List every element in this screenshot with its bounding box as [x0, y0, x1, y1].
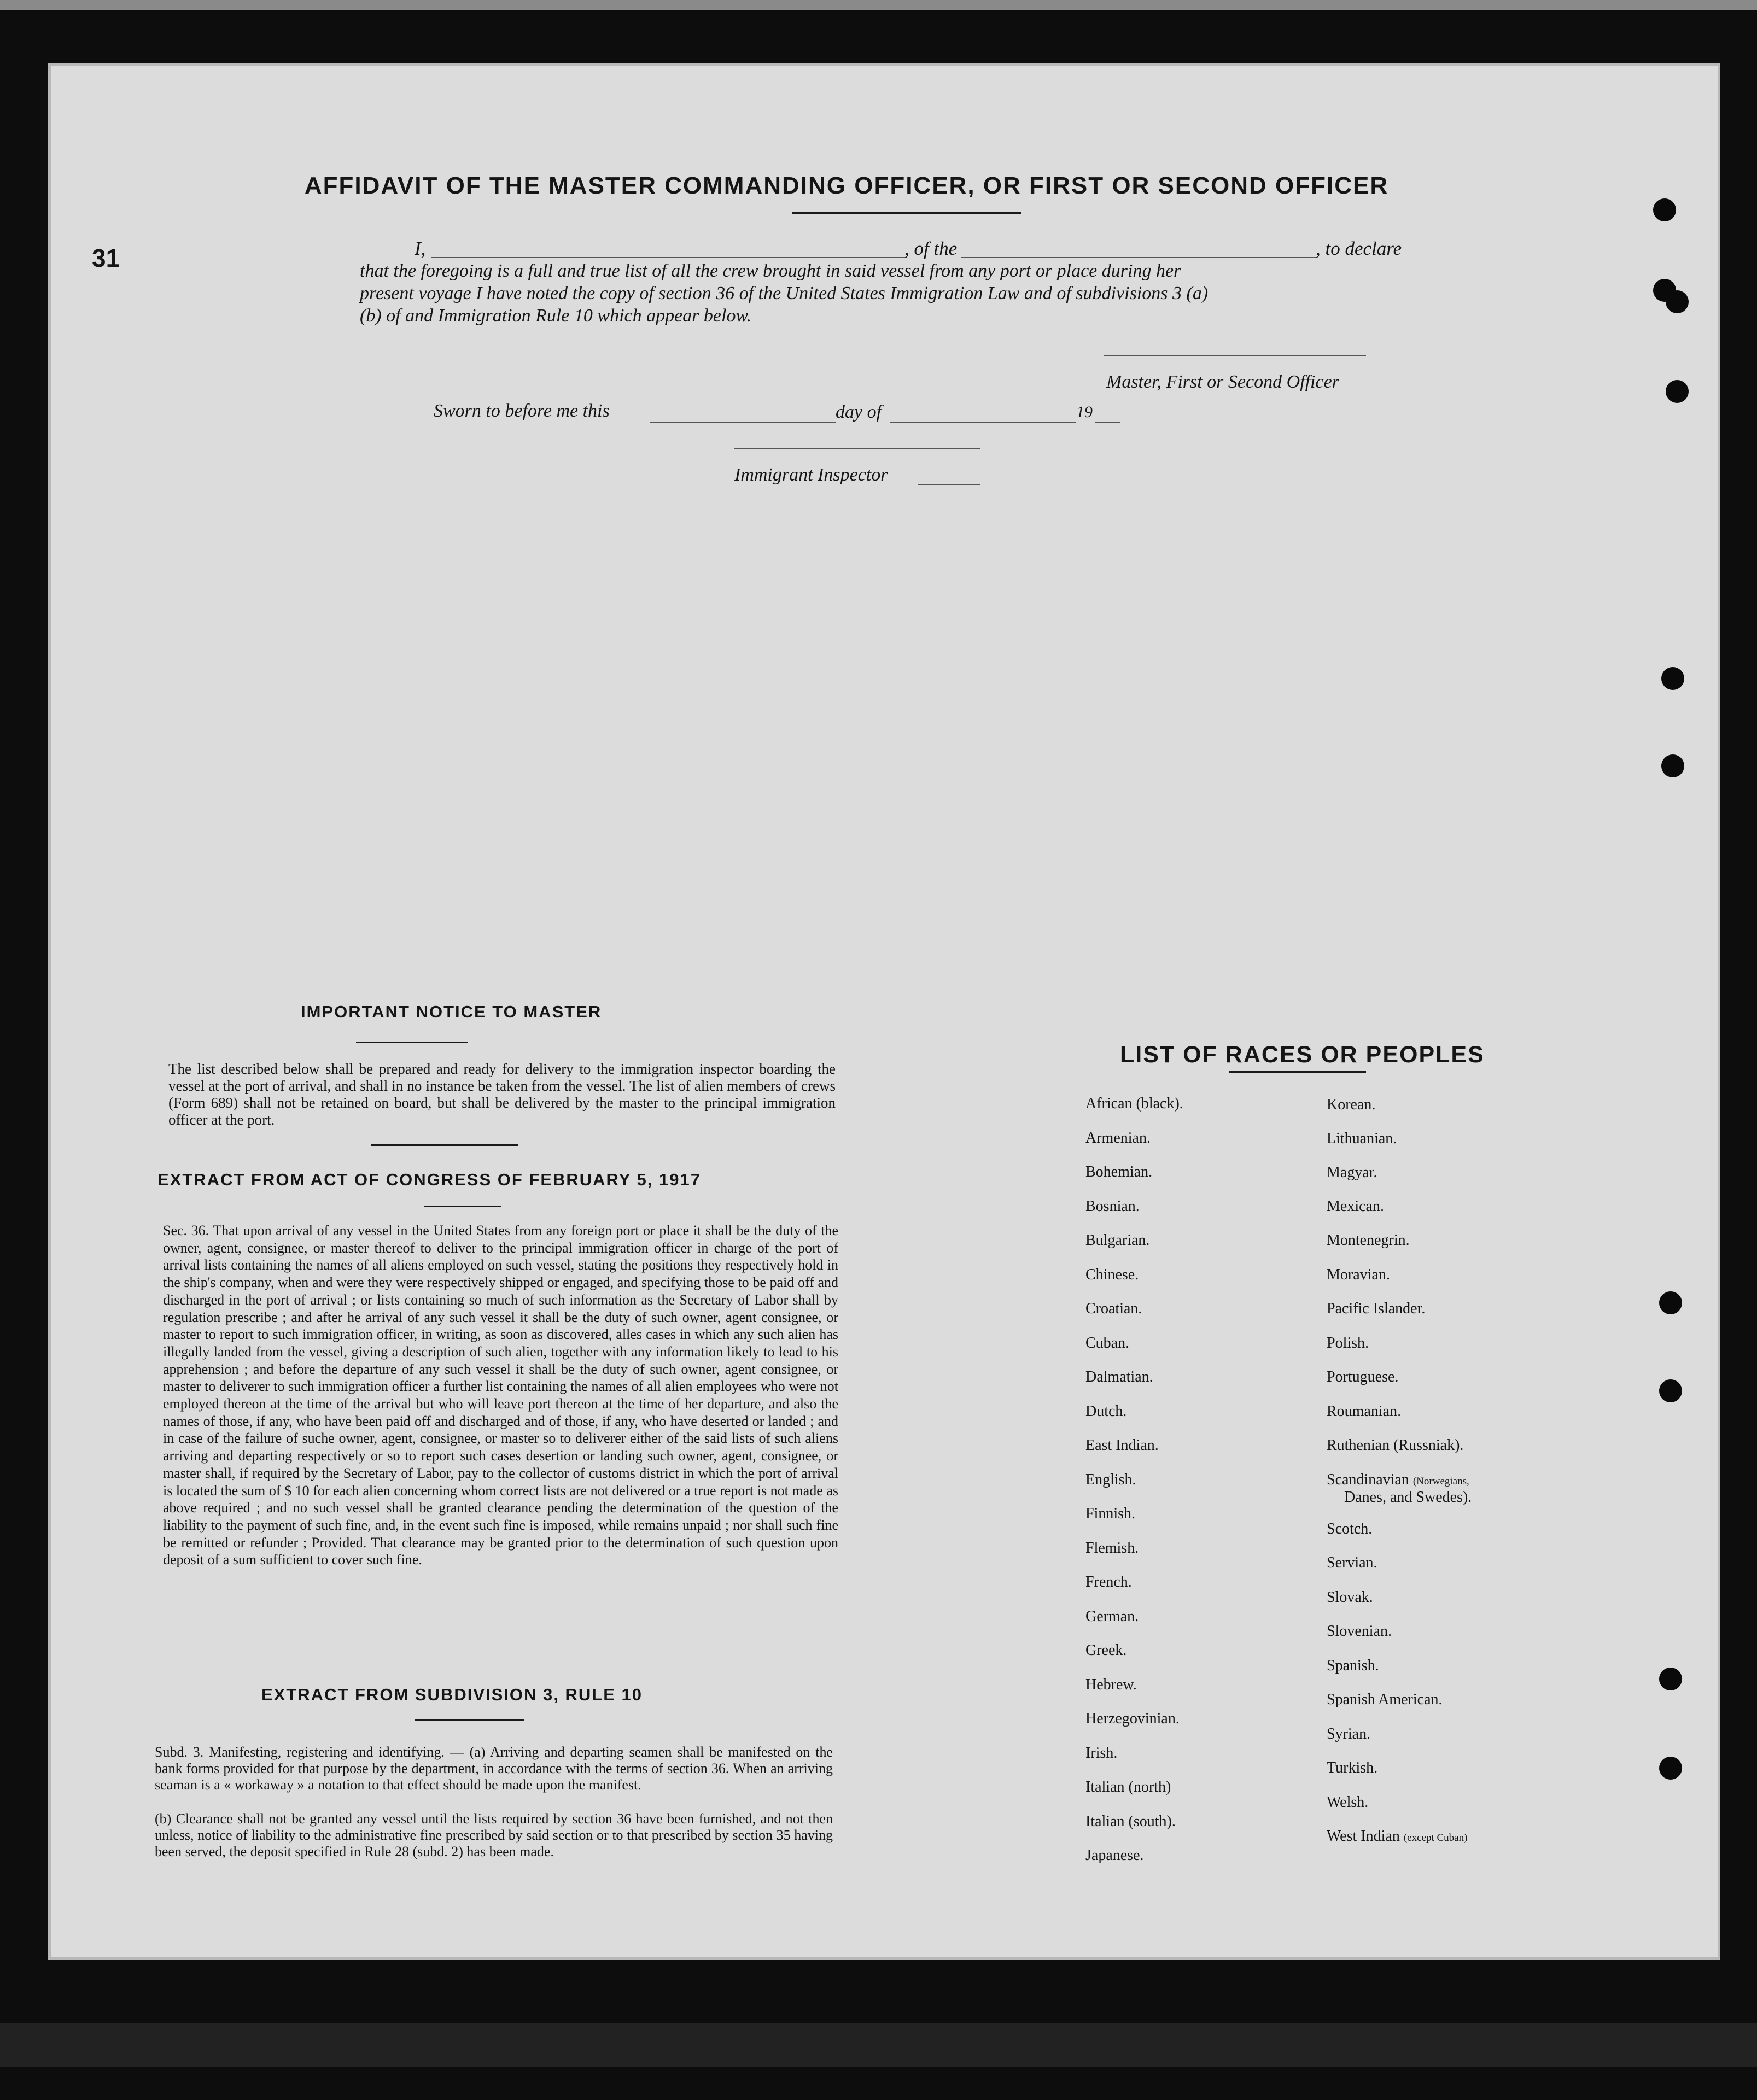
- races-title-underline: [1229, 1071, 1366, 1073]
- race-left-item: Chinese.: [1085, 1266, 1139, 1283]
- race-left-item: Dutch.: [1085, 1403, 1127, 1420]
- notice-divider: [371, 1144, 518, 1146]
- race-left-item: Japanese.: [1085, 1847, 1144, 1864]
- day-field[interactable]: [650, 422, 836, 423]
- races-title: LIST OF RACES OR PEOPLES: [1120, 1042, 1485, 1068]
- race-right-item: Magyar.: [1327, 1164, 1377, 1181]
- scandinavian-note-2: Danes, and Swedes).: [1344, 1489, 1472, 1506]
- race-right-item: Mexican.: [1327, 1198, 1384, 1215]
- rule-title-underline: [415, 1719, 524, 1721]
- to-declare-label: , to declare: [1316, 238, 1402, 259]
- act-title-underline: [424, 1206, 501, 1207]
- race-left-item: Greek.: [1085, 1642, 1127, 1659]
- race-left-item: Italian (north): [1085, 1779, 1171, 1795]
- race-left-item: English.: [1085, 1471, 1136, 1488]
- race-right-item: Roumanian.: [1327, 1403, 1402, 1420]
- vessel-field[interactable]: [961, 257, 1317, 258]
- race-right-item: Lithuanian.: [1327, 1130, 1397, 1147]
- west-indian-note: (except Cuban): [1403, 1832, 1468, 1844]
- west-indian-label: West Indian: [1327, 1828, 1400, 1845]
- punch-hole: [1661, 754, 1684, 777]
- affidavit-line-2: that the foregoing is a full and true list of all the crew brought in said vessel from any port or place during her: [360, 261, 1181, 281]
- race-left-item: Hebrew.: [1085, 1676, 1137, 1693]
- title-underline: [792, 212, 1021, 214]
- race-right-item: Welsh.: [1327, 1794, 1369, 1811]
- race-right-item: Pacific Islander.: [1327, 1300, 1426, 1317]
- margin-mark: 31: [92, 244, 120, 272]
- notice-title: IMPORTANT NOTICE TO MASTER: [301, 1002, 602, 1021]
- scandinavian-note-1: (Norwegians,: [1412, 1476, 1469, 1487]
- race-left-item: African (black).: [1085, 1095, 1183, 1112]
- race-right-item: Spanish American.: [1327, 1691, 1443, 1708]
- punch-hole: [1659, 1668, 1682, 1690]
- master-signature-line[interactable]: [1104, 355, 1366, 356]
- rule-title: EXTRACT FROM SUBDIVISION 3, RULE 10: [261, 1685, 643, 1704]
- act-title: EXTRACT FROM ACT OF CONGRESS OF FEBRUARY 5, 1917: [157, 1170, 701, 1189]
- affidavit-title: AFFIDAVIT OF THE MASTER COMMANDING OFFICER, OR FIRST OR SECOND OFFICER: [304, 172, 1389, 199]
- race-left-item: Cuban.: [1085, 1335, 1130, 1352]
- race-left-item: Finnish.: [1085, 1505, 1136, 1522]
- punch-hole: [1661, 667, 1684, 690]
- rule-text-a: Subd. 3. Manifesting, registering and identifying. — (a) Arriving and departing seamen shall be manifested on the bank forms provided for that purpose by the department, in accordance with the terms of section 36. When an arriving seaman is a « workaway » a notation to that effect should be made upon the manifest.: [155, 1744, 833, 1793]
- year-label: 19: [1076, 403, 1093, 421]
- race-right-item: Polish.: [1327, 1335, 1369, 1352]
- sworn-label: Sworn to before me this: [434, 401, 610, 421]
- race-right-item: [1327, 1828, 1467, 1845]
- document-page: [48, 63, 1720, 1960]
- race-right-item: Ruthenian (Russniak).: [1327, 1437, 1464, 1454]
- race-left-item: Bosnian.: [1085, 1198, 1140, 1215]
- notice-text: The list described below shall be prepared and ready for delivery to the immigration inspector boarding the vessel at the port of arrival, and shall in no instance be taken from the vessel. The list of alien members of crews (Form 689) shall not be retained on board, but shall be delivered by the master to the principal immigration officer at the port.: [168, 1061, 836, 1128]
- year-field[interactable]: [1095, 422, 1120, 423]
- race-left-item: Croatian.: [1085, 1300, 1142, 1317]
- punch-hole: [1659, 1757, 1682, 1780]
- race-left-item: Dalmatian.: [1085, 1368, 1153, 1385]
- day-of-label: day of: [836, 402, 882, 422]
- top-film-edge: [0, 0, 1757, 10]
- notice-title-underline: [356, 1042, 468, 1043]
- race-right-item: Portuguese.: [1327, 1368, 1399, 1385]
- master-label: Master, First or Second Officer: [1106, 372, 1339, 392]
- month-field[interactable]: [890, 422, 1076, 423]
- race-right-item: Slovenian.: [1327, 1623, 1392, 1640]
- inspector-signature-line[interactable]: [734, 448, 980, 449]
- i-label: I,: [415, 238, 426, 259]
- race-left-item: Herzegovinian.: [1085, 1710, 1180, 1727]
- punch-hole: [1666, 290, 1689, 313]
- of-the-label: , of the: [904, 238, 958, 259]
- race-left-item: East Indian.: [1085, 1437, 1159, 1454]
- punch-hole: [1666, 380, 1689, 403]
- act-text: Sec. 36. That upon arrival of any vessel in the United States from any foreign port or place it shall be the duty of the owner, agent, consignee, or master thereof to deliver to the principal immigration officer in charge of the port of arrival lists containing the names of all aliens employed on such vessel, stating the positions they respectively hold in the ship's company, when and were they were respectively shipped or engaged, and specifying those to be paid off and discharged in the port of arrival ; or lists containing so much of such information as the Secretary of Labor shall by regulation prescribe ; and after he arrival of any such vessel it shall be the duty of such owner, agent consignee, or master to report to such immigration officer, in writing, as soon as discovered, alles cases in which any such alien has illegally landed from the vessel, giving a description of such alien, together with any information likely to lead to his apprehension ; and before the departure of any such vessel it shall be the duty of such owner, agent consignee, or master to deliverer to such immigration officer a further list containing the names of all alien employees who were not employed thereon at the time of the arrival but who will leave port thereon at the time of her departure, and also the names of those, if any, who have been paid off and discharged and of those, if any, who have deserted or landed ; and in case of the failure of suche owner, agent, consignee, or master so to deliverer either of the said lists of such aliens arriving and departing respectively or so to report such cases desertion or landing such owner, agent, consignee, or master shall, if required by the Secretary of Labor, pay to the collector of customs district in which the port of arrival is located the sum of $ 10 for each alien concerning whom correct lists are not delivered or a true report is not made as above required ; and no such vessel shall be granted clearance pending the determination of the question of the liability to the payment of such fine, and, in the event such fine is imposed, while remains unpaid ; nor shall such fine be remitted or refunder ; Provided. That clearance may be granted prior to the determination of such question upon deposit of a sum sufficient to cover such fine.: [163, 1222, 838, 1568]
- race-left-item: Flemish.: [1085, 1540, 1139, 1557]
- race-left-item: German.: [1085, 1608, 1139, 1625]
- race-right-item: Scotch.: [1327, 1520, 1373, 1537]
- race-right-item: Servian.: [1327, 1554, 1377, 1571]
- race-right-item: Montenegrin.: [1327, 1232, 1410, 1249]
- race-right-item: Slovak.: [1327, 1589, 1373, 1606]
- race-right-item: Turkish.: [1327, 1759, 1378, 1776]
- race-right-item: Korean.: [1327, 1096, 1376, 1113]
- race-left-item: Irish.: [1085, 1745, 1118, 1762]
- scandinavian-label: Scandinavian: [1327, 1471, 1409, 1488]
- race-left-item: Armenian.: [1085, 1130, 1151, 1146]
- affidavit-line-3: present voyage I have noted the copy of section 36 of the United States Immigration Law and of subdivisions 3 (a): [360, 283, 1209, 303]
- affidavit-line-4: (b) of and Immigration Rule 10 which appear below.: [360, 306, 752, 326]
- punch-hole: [1653, 198, 1676, 221]
- race-left-item: Bohemian.: [1085, 1163, 1153, 1180]
- inspector-label: Immigrant Inspector: [734, 465, 888, 485]
- race-right-item: Syrian.: [1327, 1725, 1371, 1742]
- rule-text-b: (b) Clearance shall not be granted any vessel until the lists required by section 36 have been furnished, and not then unless, notice of liability to the administrative fine prescribed by said section or to that prescribed by section 35 having been served, the deposit specified in Rule 28 (subd. 2) has been made.: [155, 1811, 833, 1859]
- race-right-item: Moravian.: [1327, 1266, 1390, 1283]
- race-left-item: Italian (south).: [1085, 1813, 1176, 1830]
- race-right-item: Spanish.: [1327, 1657, 1379, 1674]
- race-right-item: [1327, 1471, 1469, 1489]
- race-left-item: Bulgarian.: [1085, 1232, 1150, 1249]
- race-left-item: French.: [1085, 1573, 1132, 1590]
- punch-hole: [1659, 1291, 1682, 1314]
- bottom-film-strip: [0, 2023, 1757, 2067]
- punch-hole: [1659, 1379, 1682, 1402]
- name-field[interactable]: [431, 257, 907, 258]
- inspector-field-tail[interactable]: [918, 484, 980, 485]
